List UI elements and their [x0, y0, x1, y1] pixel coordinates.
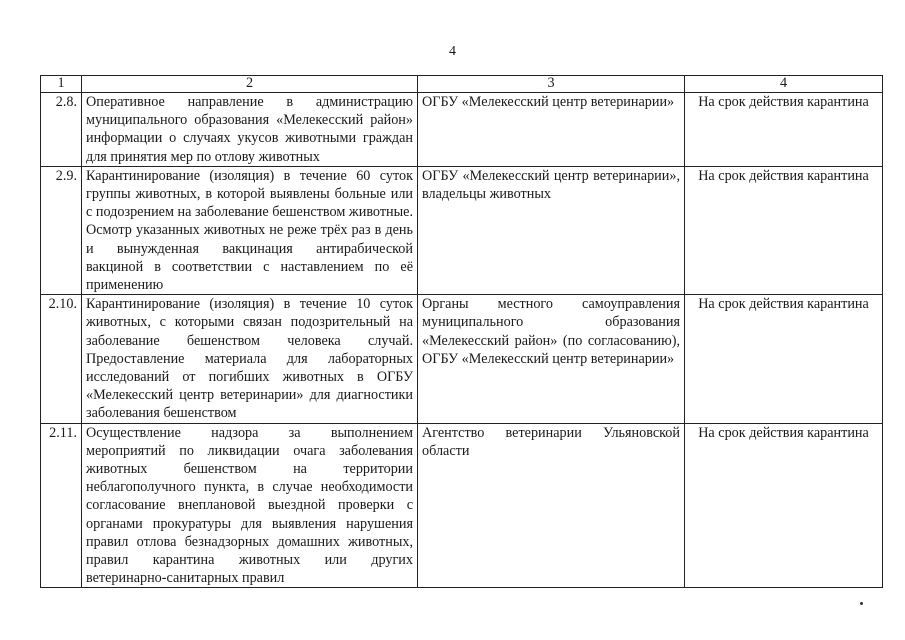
scan-speck [860, 602, 863, 605]
row-action: Осуществление надзора за выполнением мероприятий по ликвидации очага заболевания животных бешенством на территории неблагополучного пункта, в случае необходимости согласование внеплановой выездной проверки с органами прокуратуры для выявления нарушения правил отлова безнадзорных домашних животных, правил карантина животных или других ветеринарно-санитарных правил [82, 423, 418, 588]
measures-table [40, 75, 883, 588]
row-action: Карантинирование (изоляция) в течение 10 суток животных, с которыми связан подозрительный на заболевание бешенством человека случай. Предоставление материала для лабораторных исследований от погибших животных в ОГБУ «Мелекесский центр ветеринарии» для диагностики заболевания бешенством [82, 295, 418, 423]
row-action: Карантинирование (изоляция) в течение 60 суток группы животных, в которой выявлены больные или с подозрением на заболевание бешенством животные. Осмотр указанных животных не реже трёх раз в день и вынужденная вакцинация антирабической вакциной в соответствии с наставлением по её применению [82, 166, 418, 294]
table-row [41, 295, 883, 423]
row-term: На срок действия карантина [685, 166, 883, 294]
row-number: 2.10. [41, 295, 82, 423]
page-number: 4 [449, 44, 456, 59]
row-executor: Органы местного самоуправления муниципального образования «Мелекесский район» (по согласованию), ОГБУ «Мелекесский центр ветеринарии» [418, 295, 685, 423]
column-header-4: 4 [685, 76, 883, 93]
row-number: 2.11. [41, 423, 82, 588]
row-term: На срок действия карантина [685, 295, 883, 423]
column-header-3: 3 [418, 76, 685, 93]
table-row [41, 423, 883, 588]
table-row [41, 93, 883, 167]
column-header-1: 1 [41, 76, 82, 93]
row-number: 2.9. [41, 166, 82, 294]
table-row [41, 166, 883, 294]
row-action: Оперативное направление в администрацию муниципального образования «Мелекесский район» информации о случаях укусов животными граждан для принятия мер по отлову животных [82, 93, 418, 167]
row-number: 2.8. [41, 93, 82, 167]
row-executor: ОГБУ «Мелекесский центр ветеринарии», владельцы животных [418, 166, 685, 294]
column-header-2: 2 [82, 76, 418, 93]
row-executor: ОГБУ «Мелекесский центр ветеринарии» [418, 93, 685, 167]
row-executor: Агентство ветеринарии Ульяновской области [418, 423, 685, 588]
row-term: На срок действия карантина [685, 93, 883, 167]
table-header-row [41, 76, 883, 93]
row-term: На срок действия карантина [685, 423, 883, 588]
